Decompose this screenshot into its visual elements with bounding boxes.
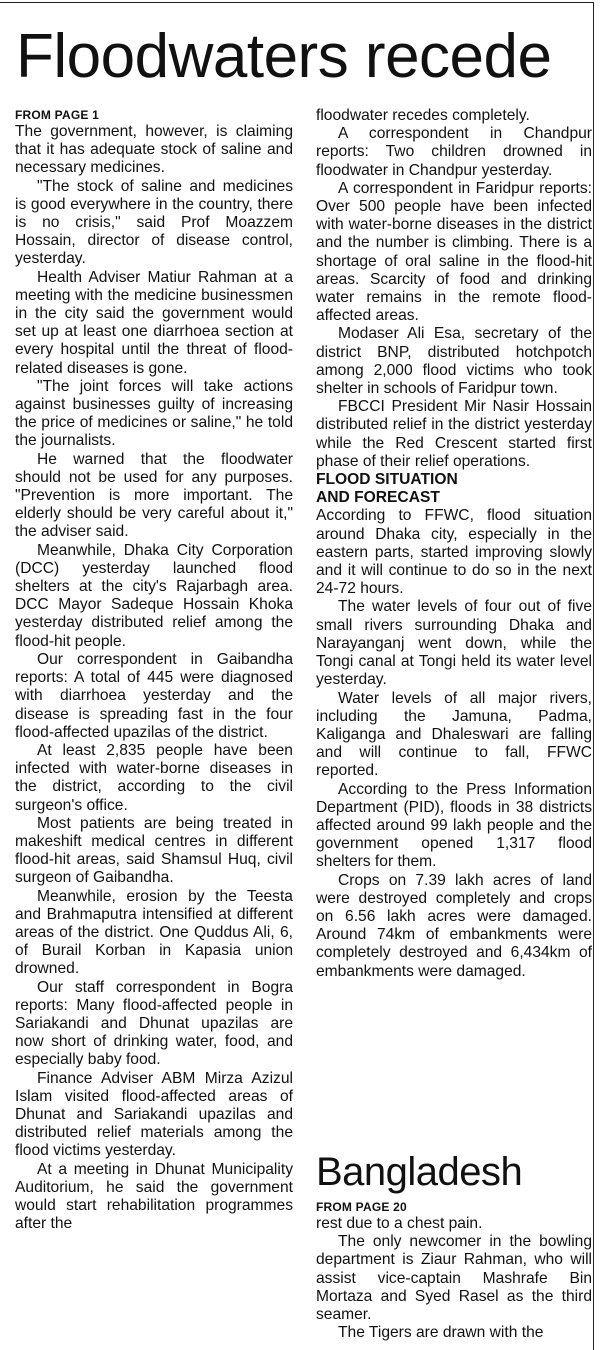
subhead-line: AND FORECAST xyxy=(316,489,440,507)
body-paragraph: FBCCI President Mir Nasir Hossain distributed relief in the district yesterday while the Red Crescent started first phase of their relief operations. xyxy=(316,398,592,470)
section-subhead xyxy=(316,471,592,507)
body-paragraph: A correspondent in Faridpur reports: Over 500 people have been infected with water-borne diseases in the district and the number is climbing. There is a shortage of oral saline in the flood-hit areas. Scarcity of food and drinking water remains in the remote flood-affected areas. xyxy=(316,179,592,325)
body-paragraph: floodwater recedes completely. xyxy=(316,107,530,124)
second-article-headline: Bangladesh xyxy=(316,1150,523,1194)
body-paragraph: Health Adviser Matiur Rahman at a meeting with the medicine businessmen in the city said the government would set up at least one diarrhoea section at every hospital until the threat of flood-related diseases is gone. xyxy=(15,268,293,377)
body-paragraph: At a meeting in Dhunat Municipality Auditorium, he said the government would start rehabilitation programmes after the xyxy=(15,1160,293,1233)
body-paragraph: The only newcomer in the bowling department is Ziaur Rahman, who will assist vice-captain Mashrafe Bin Mortaza and Syed Rasel as the third seamer. xyxy=(316,1233,592,1324)
body-paragraph: The Tigers are drawn with the xyxy=(338,1324,544,1342)
body-paragraph: The government, however, is claiming that it has adequate stock of saline and necessary medicines. xyxy=(15,123,293,177)
body-paragraph: "The joint forces will take actions against businesses guilty of increasing the price of medicines or saline," he told the journalists. xyxy=(15,377,293,450)
body-paragraph: Crops on 7.39 lakh acres of land were destroyed completely and crops on 6.56 lakh acres were damaged. Around 74km of embankments were completely destroyed and 6,434km of embankments were damaged. xyxy=(316,871,592,980)
article-column-right xyxy=(316,107,592,1047)
subhead-line: FLOOD SITUATION xyxy=(316,471,458,489)
body-paragraph: Water levels of all major rivers, including the Jamuna, Padma, Kaliganga and Dhaleswari are falling and will continue to fall, FFWC reported. xyxy=(316,689,592,780)
body-paragraph: A correspondent in Chandpur reports: Two children drowned in floodwater in Chandpur yesterday. xyxy=(316,125,592,179)
body-paragraph: According to FFWC, flood situation around Dhaka city, especially in the eastern parts, started improving slowly and it will continue to do so in the next 24-72 hours. xyxy=(316,507,592,598)
continuation-kicker: FROM PAGE 1 xyxy=(15,108,99,122)
continuation-kicker: FROM PAGE 20 xyxy=(316,1200,407,1214)
body-paragraph: Meanwhile, erosion by the Teesta and Brahmaputra intensified at different areas of the district. One Quddus Ali, 6, of Burail Korban in Kapasia union drowned. xyxy=(15,887,293,978)
body-paragraph: Meanwhile, Dhaka City Corporation (DCC) yesterday launched flood shelters at the city's Rajarbagh area. DCC Mayor Sadeque Hossain Khoka yesterday distributed relief among the flood-hit people. xyxy=(15,541,293,650)
body-paragraph: "The stock of saline and medicines is good everywhere in the country, there is no crisis," said Prof Moazzem Hossain, director of disease control, yesterday. xyxy=(15,177,293,268)
body-paragraph: Our correspondent in Gaibandha reports: A total of 445 were diagnosed with diarrhoea yesterday and the disease is spreading fast in the four flood-affected upazilas of the district. xyxy=(15,650,293,741)
body-paragraph: According to the Press Information Department (PID), floods in 38 districts affected around 99 lakh people and the government opened 1,317 flood shelters for them. xyxy=(316,780,592,871)
second-article xyxy=(316,1148,592,1350)
body-paragraph: Our staff correspondent in Bogra reports: Many flood-affected people in Sariakandi and Dhunat upazilas are now short of drinking water, food, and especially baby food. xyxy=(15,978,293,1069)
body-paragraph: At least 2,835 people have been infected with water-borne diseases in the district, according to the civil surgeon's office. xyxy=(15,741,293,814)
column-rule xyxy=(593,2,594,1350)
body-paragraph: Modaser Ali Esa, secretary of the district BNP, distributed hotchpotch among 2,000 flood victims who took shelter in schools of Faridpur town. xyxy=(316,325,592,398)
body-paragraph: He warned that the floodwater should not be used for any purposes. "Prevention is more important. The elderly should be very careful about it," the adviser said. xyxy=(15,450,293,541)
article-column-left xyxy=(15,108,293,1350)
article-headline: Floodwaters recede xyxy=(16,22,552,91)
body-paragraph: Most patients are being treated in makeshift medical centres in different flood-hit areas, said Shamsul Huq, civil surgeon of Gaibandha. xyxy=(15,814,293,887)
body-paragraph: rest due to a chest pain. xyxy=(316,1215,483,1232)
body-paragraph: The water levels of four out of five small rivers surrounding Dhaka and Narayanganj went down, while the Tongi canal at Tongi held its water level yesterday. xyxy=(316,598,592,689)
body-paragraph: Finance Adviser ABM Mirza Azizul Islam visited flood-affected areas of Dhunat and Sariakandi upazilas and distributed relief materials among the flood victims yesterday. xyxy=(15,1069,293,1160)
top-rule xyxy=(0,2,594,3)
